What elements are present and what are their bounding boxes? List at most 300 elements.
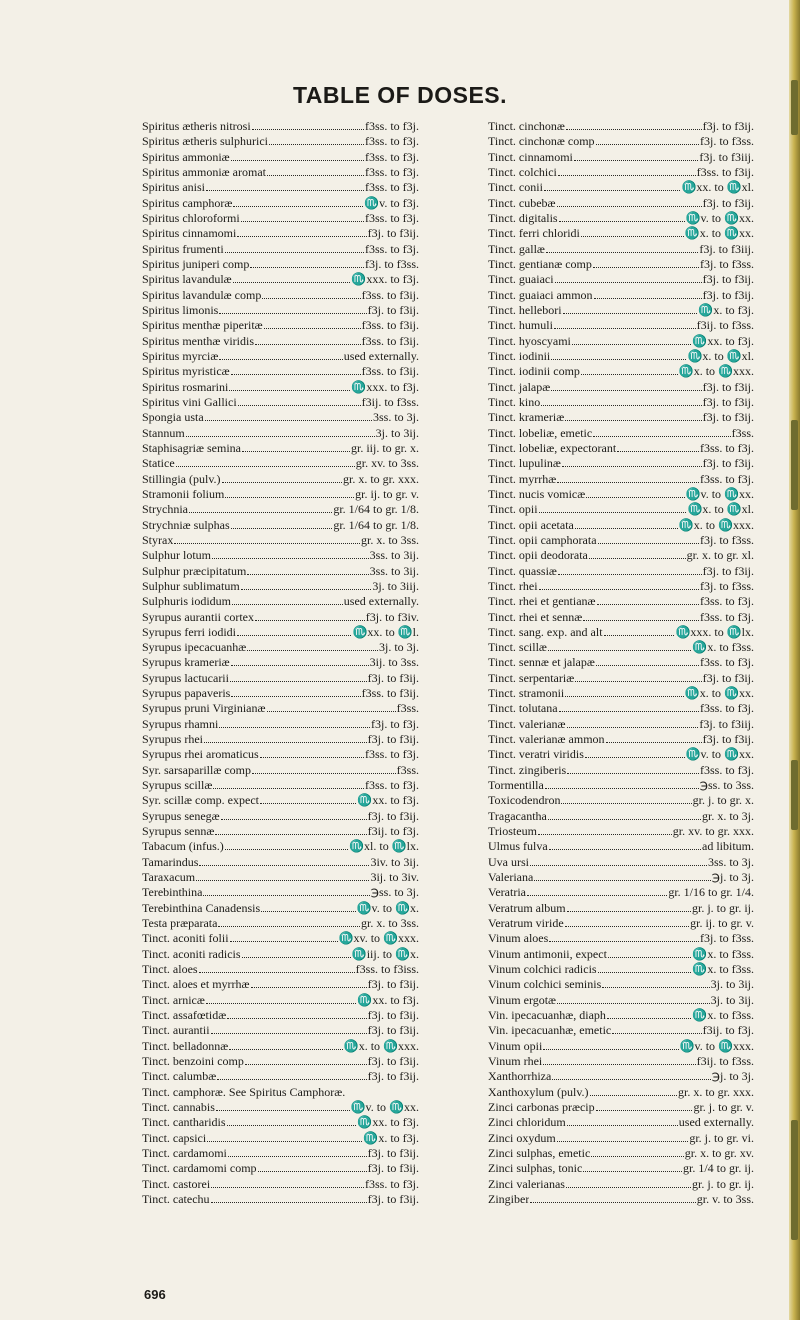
dot-leader bbox=[530, 1192, 695, 1203]
dot-leader bbox=[174, 533, 360, 544]
dot-leader bbox=[557, 196, 702, 207]
dose-entry bbox=[488, 226, 754, 241]
dot-leader bbox=[597, 594, 699, 605]
dot-leader bbox=[196, 870, 369, 881]
dose-value: f3ss. to f3ij. bbox=[696, 164, 754, 179]
dot-leader bbox=[199, 855, 369, 866]
drug-name: Tinct. ferri chloridi bbox=[488, 226, 580, 241]
drug-name: Spiritus ammoniæ aromat bbox=[142, 164, 266, 179]
dot-leader bbox=[227, 1115, 357, 1126]
drug-name: Vinum rhei bbox=[488, 1054, 543, 1069]
drug-name: Tinct. guaiaci bbox=[488, 272, 554, 287]
dose-value: ♏xx. to f3j. bbox=[357, 793, 419, 808]
dose-entry bbox=[488, 1023, 754, 1038]
dose-value: f3ij. to f3ss. bbox=[696, 1054, 754, 1069]
drug-name: Tinct. sennæ et jalapæ bbox=[488, 655, 595, 670]
dose-entry bbox=[142, 426, 419, 441]
dose-entry bbox=[488, 272, 754, 287]
dot-leader bbox=[565, 410, 701, 421]
dose-entry bbox=[142, 1023, 419, 1038]
drug-name: Toxicodendron bbox=[488, 793, 561, 808]
dose-value: f3ss. to f3j. bbox=[700, 655, 754, 670]
dose-entry bbox=[488, 242, 754, 257]
drug-name: Vinum ergotæ bbox=[488, 992, 557, 1007]
dose-value: f3ss. to f3j. bbox=[365, 149, 419, 164]
dot-leader bbox=[222, 472, 342, 483]
dose-entry bbox=[488, 977, 754, 992]
drug-name: Spiritus menthæ piperitæ bbox=[142, 318, 263, 333]
dose-entry bbox=[488, 288, 754, 303]
dot-leader bbox=[558, 564, 702, 575]
dose-entry bbox=[142, 441, 419, 456]
dot-leader bbox=[252, 119, 364, 130]
dot-leader bbox=[211, 1177, 364, 1188]
dot-leader bbox=[543, 1039, 678, 1050]
dot-leader bbox=[565, 916, 689, 927]
dose-entry bbox=[488, 655, 754, 670]
dose-value: 3j. to 3j. bbox=[378, 640, 419, 655]
dose-entry bbox=[142, 655, 419, 670]
dose-value: 3iv. to 3ij. bbox=[370, 854, 419, 869]
dot-leader bbox=[231, 518, 333, 529]
dot-leader bbox=[606, 732, 702, 743]
dose-value: ♏xx. to f3j. bbox=[357, 1115, 419, 1130]
dose-entry bbox=[142, 732, 419, 747]
dose-value: ♏xv. to ♏xxx. bbox=[338, 931, 419, 946]
dot-leader bbox=[581, 226, 684, 237]
dose-entry bbox=[488, 671, 754, 686]
drug-name: Syrupus papaveris bbox=[142, 686, 231, 701]
dose-entry bbox=[142, 686, 419, 701]
dose-value: f3ss. to f3j. bbox=[365, 241, 419, 256]
drug-name: Zinci valerianas bbox=[488, 1176, 565, 1191]
dose-entry bbox=[142, 931, 419, 946]
dot-leader bbox=[267, 701, 396, 712]
dot-leader bbox=[538, 824, 672, 835]
drug-name: Sulphur sublimatum bbox=[142, 578, 240, 593]
drug-name: Vinum opii bbox=[488, 1038, 543, 1053]
drug-name: Sulphur præcipitatum bbox=[142, 563, 247, 578]
dose-entry bbox=[142, 793, 419, 808]
dose-entry bbox=[488, 410, 754, 425]
dose-value: gr. x. to gr. xv. bbox=[684, 1145, 754, 1160]
dose-value: gr. ij. to gr. v. bbox=[690, 916, 754, 931]
dose-entry bbox=[142, 778, 419, 793]
dose-value: gr. x. to gr. xl. bbox=[686, 548, 754, 563]
dose-entry bbox=[142, 364, 419, 379]
drug-name: Syrupus senegæ bbox=[142, 808, 220, 823]
dose-value: f3ss. to f3j. bbox=[365, 1176, 419, 1191]
dose-value: ♏v. to ♏xxx. bbox=[679, 1038, 754, 1053]
dose-entry bbox=[142, 1100, 419, 1115]
dot-leader bbox=[241, 211, 364, 222]
drug-name: Tabacum (infus.) bbox=[142, 839, 224, 854]
dot-leader bbox=[215, 824, 366, 835]
drug-name: Spiritus lavandulæ bbox=[142, 272, 232, 287]
dose-entry bbox=[488, 993, 754, 1008]
dose-value: ℈ss. to 3ss. bbox=[699, 778, 754, 793]
dose-value: f3j. to f3ij. bbox=[367, 1008, 419, 1023]
dot-leader bbox=[205, 410, 372, 421]
dose-value: ♏x. to f3j. bbox=[698, 302, 754, 317]
dose-value: f3j. to f3ij. bbox=[702, 195, 754, 210]
dose-value: f3j. to f3iij. bbox=[699, 149, 754, 164]
dose-entry bbox=[488, 303, 754, 318]
dose-value: f3j. to f3ij. bbox=[367, 670, 419, 685]
drug-name: Zingiber bbox=[488, 1191, 530, 1206]
dot-leader bbox=[211, 1023, 367, 1034]
dot-leader bbox=[567, 901, 691, 912]
right-dose-column bbox=[488, 119, 754, 1207]
dot-leader bbox=[250, 257, 364, 268]
dose-entry bbox=[142, 747, 419, 762]
dose-entry bbox=[142, 1146, 419, 1161]
dose-value: f3j. to f3ij. bbox=[367, 302, 419, 317]
drug-name: Zinci sulphas, emetic bbox=[488, 1145, 591, 1160]
dot-leader bbox=[583, 1161, 682, 1172]
dose-value: gr. j. to gr. x. bbox=[692, 793, 754, 808]
dose-value: f3j. to f3ij. bbox=[367, 1069, 419, 1084]
dose-entry bbox=[142, 1069, 419, 1084]
dot-leader bbox=[206, 180, 364, 191]
dose-entry bbox=[142, 962, 419, 977]
dose-value: ℈j. to 3j. bbox=[711, 870, 754, 885]
dot-leader bbox=[221, 809, 367, 820]
dose-value: f3j. to f3ij. bbox=[367, 226, 419, 241]
dot-leader bbox=[602, 977, 709, 988]
dose-entry bbox=[488, 686, 754, 701]
dose-entry bbox=[488, 349, 754, 364]
dose-value: ♏x. to ♏xxx. bbox=[678, 517, 754, 532]
dose-value: used externally. bbox=[343, 348, 419, 363]
dot-leader bbox=[231, 364, 361, 375]
dose-entry bbox=[142, 150, 419, 165]
drug-name: Tinct. valerianæ bbox=[488, 716, 566, 731]
dose-entry bbox=[488, 763, 754, 778]
dose-entry bbox=[488, 824, 754, 839]
dose-entry bbox=[142, 165, 419, 180]
drug-name: Tinct. conii bbox=[488, 180, 543, 195]
dose-value: ♏xx. to f3j. bbox=[692, 333, 754, 348]
dose-value: ♏v. to f3j. bbox=[364, 195, 419, 210]
drug-name: Statice bbox=[142, 456, 175, 471]
dose-entry bbox=[488, 119, 754, 134]
dot-leader bbox=[598, 533, 699, 544]
dot-leader bbox=[230, 931, 338, 942]
dose-value: gr. 1/4 to gr. ij. bbox=[682, 1161, 754, 1176]
drug-name: Strychniæ sulphas bbox=[142, 517, 230, 532]
dose-entry bbox=[142, 824, 419, 839]
dose-entry bbox=[488, 594, 754, 609]
dose-value: f3ss. to f3j. bbox=[365, 210, 419, 225]
dose-value: f3ij. to f3ss. bbox=[361, 394, 419, 409]
dot-leader bbox=[206, 993, 357, 1004]
dose-entry bbox=[142, 885, 419, 900]
drug-name: Tinct. zingiberis bbox=[488, 762, 567, 777]
dose-value: gr. j. to gr. vi. bbox=[689, 1130, 754, 1145]
drug-name: Tinct. hyoscyami bbox=[488, 333, 571, 348]
dot-leader bbox=[572, 334, 691, 345]
dose-value: f3ss. to f3j. bbox=[700, 609, 754, 624]
dose-entry bbox=[142, 334, 419, 349]
dot-leader bbox=[213, 778, 364, 789]
drug-name: Uva ursi bbox=[488, 854, 529, 869]
dose-entry bbox=[142, 196, 419, 211]
dose-entry bbox=[488, 732, 754, 747]
dot-leader bbox=[228, 1146, 367, 1157]
dose-value: f3j. to f3ss. bbox=[700, 532, 754, 547]
dot-leader bbox=[598, 962, 692, 973]
dot-leader bbox=[527, 885, 667, 896]
drug-name: Tinct. lobeliæ, emetic bbox=[488, 425, 593, 440]
dot-leader bbox=[269, 134, 364, 145]
drug-name: Syrupus rhei aromaticus bbox=[142, 747, 259, 762]
dose-value: ♏x. to f3ss. bbox=[692, 962, 754, 977]
dot-leader bbox=[562, 456, 702, 467]
drug-name: Tinct. humuli bbox=[488, 318, 553, 333]
dot-leader bbox=[230, 671, 367, 682]
drug-name: Tinct. calumbæ bbox=[142, 1069, 217, 1084]
dose-value: f3ij. to f3j. bbox=[702, 1023, 754, 1038]
drug-name: Spiritus chloroformi bbox=[142, 210, 240, 225]
drug-name: Spiritus cinnamomi bbox=[142, 226, 237, 241]
dose-entry bbox=[142, 533, 419, 548]
dose-entry bbox=[488, 1192, 754, 1207]
drug-name: Tinct. lupulinæ bbox=[488, 456, 561, 471]
dose-value: f3j. to f3iv. bbox=[365, 609, 419, 624]
dot-leader bbox=[261, 901, 355, 912]
drug-name: Vinum colchici seminis bbox=[488, 977, 602, 992]
dot-leader bbox=[596, 134, 699, 145]
dose-value: f3ss. to f3ij. bbox=[361, 333, 419, 348]
dose-entry bbox=[142, 579, 419, 594]
drug-name: Spiritus ammoniæ bbox=[142, 149, 230, 164]
dose-value: gr. j. to gr. ij. bbox=[691, 1176, 754, 1191]
drug-name: Tinct. rhei et sennæ bbox=[488, 609, 583, 624]
drug-name: Syr. sarsaparillæ comp bbox=[142, 762, 251, 777]
dose-entry bbox=[488, 901, 754, 916]
dot-leader bbox=[574, 150, 698, 161]
dose-value: ♏x. to ♏xx. bbox=[684, 226, 754, 241]
dose-value: f3j. to f3ij. bbox=[702, 456, 754, 471]
dose-value: ℈ss. to 3j. bbox=[370, 885, 419, 900]
drug-name: Spiritus menthæ viridis bbox=[142, 333, 255, 348]
dot-leader bbox=[219, 717, 370, 728]
drug-name: Syr. scillæ comp. expect bbox=[142, 793, 259, 808]
dot-leader bbox=[549, 839, 701, 850]
dot-leader bbox=[212, 548, 369, 559]
dose-value: ♏v. to ♏xx. bbox=[685, 210, 754, 225]
dot-leader bbox=[567, 717, 699, 728]
drug-name: Veratrum viride bbox=[488, 916, 564, 931]
dose-entry bbox=[142, 349, 419, 364]
dose-entry bbox=[488, 1131, 754, 1146]
dose-value: f3ss. bbox=[396, 762, 419, 777]
dose-entry bbox=[142, 671, 419, 686]
dot-leader bbox=[231, 686, 360, 697]
dose-value: f3ss. to f3j. bbox=[365, 164, 419, 179]
dot-leader bbox=[199, 962, 355, 973]
drug-name: Tinct. veratri viridis bbox=[488, 747, 584, 762]
dose-entry bbox=[142, 257, 419, 272]
dose-value: f3ss. bbox=[731, 425, 754, 440]
dose-entry bbox=[142, 901, 419, 916]
dose-value: f3ss. to f3ij. bbox=[361, 364, 419, 379]
dose-value: f3ss. to f3j. bbox=[365, 747, 419, 762]
dose-value: ♏x. to f3ss. bbox=[692, 640, 754, 655]
drug-name: Ulmus fulva bbox=[488, 839, 548, 854]
dot-leader bbox=[530, 855, 707, 866]
dot-leader bbox=[563, 303, 698, 314]
dose-entry bbox=[488, 1054, 754, 1069]
dose-entry bbox=[488, 180, 754, 195]
dot-leader bbox=[225, 839, 348, 850]
dot-leader bbox=[255, 610, 365, 621]
dose-value: ♏xx. to f3j. bbox=[357, 992, 419, 1007]
dose-entry bbox=[142, 518, 419, 533]
dot-leader bbox=[237, 226, 366, 237]
dot-leader bbox=[242, 947, 351, 958]
dose-value: gr. ij. to gr. v. bbox=[355, 486, 419, 501]
dot-leader bbox=[543, 1054, 695, 1065]
dose-value: f3j. to f3ij. bbox=[702, 287, 754, 302]
dot-leader bbox=[219, 349, 342, 360]
dot-leader bbox=[608, 947, 691, 958]
dose-entry bbox=[142, 916, 419, 931]
drug-name: Valeriana bbox=[488, 870, 534, 885]
dose-entry bbox=[142, 564, 419, 579]
dot-leader bbox=[548, 640, 691, 651]
dot-leader bbox=[207, 1131, 362, 1142]
dose-value: ♏iij. to ♏x. bbox=[351, 946, 419, 961]
drug-name: Tormentilla bbox=[488, 778, 544, 793]
dose-value: f3ss. to f3j. bbox=[365, 778, 419, 793]
dot-leader bbox=[204, 732, 367, 743]
dose-entry bbox=[488, 564, 754, 579]
drug-name: Spiritus myrciæ bbox=[142, 348, 219, 363]
dose-entry bbox=[488, 472, 754, 487]
drug-name: Xanthorrhiza bbox=[488, 1069, 552, 1084]
dot-leader bbox=[593, 257, 699, 268]
dot-leader bbox=[247, 564, 368, 575]
drug-name: Triosteum bbox=[488, 824, 537, 839]
dose-entry bbox=[488, 364, 754, 379]
dot-leader bbox=[260, 793, 356, 804]
dot-leader bbox=[559, 211, 685, 222]
drug-name: Syrupus scillæ bbox=[142, 778, 213, 793]
drug-name: Spiritus anisi bbox=[142, 180, 206, 195]
dose-value: 3j. to 3ij. bbox=[375, 425, 419, 440]
edge-stain bbox=[791, 80, 798, 135]
dose-entry bbox=[488, 502, 754, 517]
dose-entry bbox=[488, 380, 754, 395]
dose-entry bbox=[488, 1146, 754, 1161]
dot-leader bbox=[545, 778, 699, 789]
dot-leader bbox=[189, 502, 332, 513]
drug-name: Zinci chloridum bbox=[488, 1115, 566, 1130]
dose-entry bbox=[488, 625, 754, 640]
dose-value: ♏v. to ♏xx. bbox=[350, 1100, 419, 1114]
dose-value: ♏xxx. to f3j. bbox=[351, 272, 419, 287]
dose-entry bbox=[142, 242, 419, 257]
dose-value: gr. 1/64 to gr. 1/8. bbox=[333, 517, 419, 532]
dot-leader bbox=[552, 1069, 710, 1080]
dose-value: ♏x. to f3ss. bbox=[692, 946, 754, 961]
drug-name: Tinct. benzoini comp bbox=[142, 1054, 244, 1069]
dot-leader bbox=[590, 1085, 677, 1096]
dose-value: f3j. to f3ij. bbox=[367, 808, 419, 823]
drug-name: Stannum bbox=[142, 425, 185, 440]
dot-leader bbox=[262, 288, 360, 299]
drug-name: Tinct. sang. exp. and alt bbox=[488, 624, 603, 639]
drug-name: Syrupus pruni Virginianæ bbox=[142, 701, 266, 716]
dot-leader bbox=[585, 747, 685, 758]
dot-leader bbox=[539, 579, 699, 590]
drug-name: Tinct. hellebori bbox=[488, 302, 562, 317]
dot-leader bbox=[575, 671, 701, 682]
drug-name: Tinct. cannabis bbox=[142, 1100, 215, 1114]
dose-value: f3j. to f3ij. bbox=[367, 1145, 419, 1160]
dose-value: ℈j. to 3j. bbox=[711, 1069, 754, 1084]
dot-leader bbox=[534, 870, 710, 881]
dose-value: f3ss. to f3j. bbox=[700, 701, 754, 716]
drug-name: Tinct. opii deodorata bbox=[488, 548, 588, 563]
drug-name: Tinct. aconiti folii bbox=[142, 931, 229, 946]
drug-name: Vin. ipecacuanhæ, emetic bbox=[488, 1023, 612, 1038]
dose-value: f3ss. to f3ij. bbox=[361, 686, 419, 701]
drug-name: Tinct. kino bbox=[488, 394, 541, 409]
dot-leader bbox=[225, 487, 354, 498]
drug-name: Veratria bbox=[488, 885, 526, 900]
dose-value: f3j. to f3ij. bbox=[367, 732, 419, 747]
dot-leader bbox=[539, 502, 687, 513]
dose-entry bbox=[142, 134, 419, 149]
dose-entry bbox=[142, 487, 419, 502]
dose-entry bbox=[142, 1008, 419, 1023]
drug-name: Staphisagriæ semina bbox=[142, 440, 241, 455]
dot-leader bbox=[594, 288, 702, 299]
dose-entry bbox=[142, 625, 419, 640]
drug-name: Tinct. cinchonæ bbox=[488, 119, 565, 133]
dose-entry bbox=[142, 947, 419, 962]
dot-leader bbox=[231, 150, 364, 161]
drug-name: Syrupus ipecacuanhæ bbox=[142, 640, 247, 655]
dose-entry bbox=[142, 272, 419, 287]
dose-entry bbox=[142, 855, 419, 870]
dose-value: ♏xl. to ♏lx. bbox=[349, 839, 419, 854]
dose-value: ♏v. to ♏xx. bbox=[685, 486, 754, 501]
dose-value: ♏v. to ♏xx. bbox=[685, 747, 754, 762]
dose-value: f3j. to f3ij. bbox=[367, 977, 419, 992]
dot-leader bbox=[231, 655, 369, 666]
edge-stain bbox=[791, 1120, 798, 1240]
drug-name: Tinct. aconiti radicis bbox=[142, 946, 241, 961]
drug-name: Spongia usta bbox=[142, 410, 204, 425]
dose-entry bbox=[142, 1115, 419, 1130]
dose-entry bbox=[488, 855, 754, 870]
dose-value: 3ss. to 3j. bbox=[707, 854, 754, 869]
dose-value: f3ij. to f3j. bbox=[367, 824, 419, 839]
dot-leader bbox=[255, 334, 361, 345]
dose-entry bbox=[488, 1039, 754, 1054]
dot-leader bbox=[557, 472, 699, 483]
dot-leader bbox=[218, 916, 360, 927]
dose-entry bbox=[488, 962, 754, 977]
dose-entry bbox=[142, 993, 419, 1008]
dot-leader bbox=[548, 809, 701, 820]
dot-leader bbox=[211, 1192, 367, 1203]
drug-name: Styrax bbox=[142, 532, 174, 547]
